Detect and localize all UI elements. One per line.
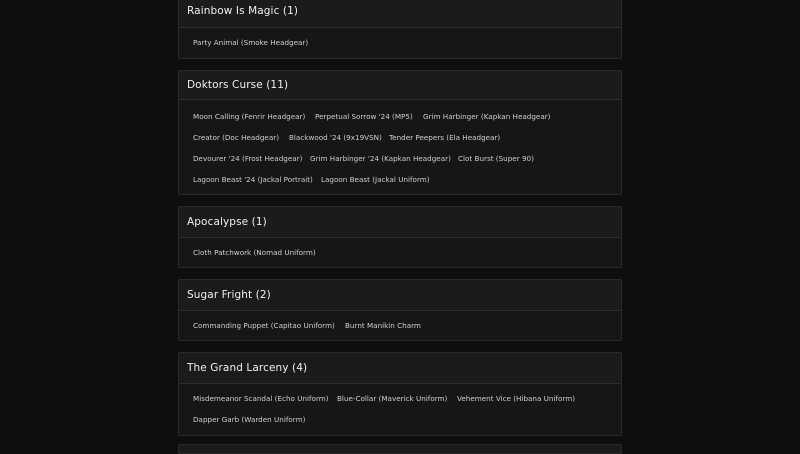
collection-header[interactable] xyxy=(179,0,621,28)
collection-items xyxy=(179,311,621,340)
collection-items xyxy=(179,384,621,435)
list-item[interactable]: Vehement Vice (Hibana Uniform) xyxy=(457,394,576,403)
collection-card-apocalypse xyxy=(178,206,622,268)
list-item[interactable]: Grim Harbinger '24 (Kapkan Headgear) xyxy=(310,154,451,163)
collection-card-sugar-fright xyxy=(178,279,622,341)
list-item[interactable]: Cloth Patchwork (Nomad Uniform) xyxy=(193,248,316,257)
collection-header[interactable] xyxy=(179,353,621,384)
list-item[interactable]: Blackwood '24 (9x19VSN) xyxy=(289,133,382,142)
list-item[interactable]: Blue-Collar (Maverick Uniform) xyxy=(337,394,448,403)
collection-items xyxy=(179,100,621,194)
list-item[interactable]: Devourer '24 (Frost Headgear) xyxy=(193,154,303,163)
collection-card-next xyxy=(178,444,622,454)
collection-title: Doktors Curse (11) xyxy=(187,79,289,91)
collection-items xyxy=(179,238,621,267)
collection-title: Sugar Fright (2) xyxy=(187,289,271,301)
list-item[interactable]: Lagoon Beast '24 (Jackal Portrait) xyxy=(193,175,313,184)
collection-title: The Grand Larceny (4) xyxy=(187,362,308,374)
list-item[interactable]: Lagoon Beast (Jackal Uniform) xyxy=(321,175,430,184)
list-item[interactable]: Moon Calling (Fenrir Headgear) xyxy=(193,112,306,121)
list-item[interactable]: Clot Burst (Super 90) xyxy=(458,154,534,163)
list-item[interactable]: Burnt Manikin Charm xyxy=(345,321,421,330)
collection-header[interactable] xyxy=(179,207,621,238)
list-item[interactable]: Commanding Puppet (Capitao Uniform) xyxy=(193,321,335,330)
collection-card-rainbow-is-magic xyxy=(178,0,622,59)
list-item[interactable]: Grim Harbinger (Kapkan Headgear) xyxy=(423,112,551,121)
list-item[interactable]: Party Animal (Smoke Headgear) xyxy=(193,38,309,47)
list-item[interactable]: Tender Peepers (Ela Headgear) xyxy=(389,133,501,142)
collection-title: Rainbow Is Magic (1) xyxy=(187,5,299,17)
collection-header[interactable] xyxy=(179,71,621,100)
list-item[interactable]: Misdemeanor Scandal (Echo Uniform) xyxy=(193,394,329,403)
collection-header[interactable] xyxy=(179,280,621,311)
collection-items xyxy=(179,28,621,58)
collection-card-doktors-curse xyxy=(178,70,622,195)
list-item[interactable]: Creator (Doc Headgear) xyxy=(193,133,280,142)
collection-title: Apocalypse (1) xyxy=(187,216,267,228)
list-item[interactable]: Perpetual Sorrow '24 (MP5) xyxy=(315,112,413,121)
list-item[interactable]: Dapper Garb (Warden Uniform) xyxy=(193,415,306,424)
collection-card-the-grand-larceny xyxy=(178,352,622,436)
